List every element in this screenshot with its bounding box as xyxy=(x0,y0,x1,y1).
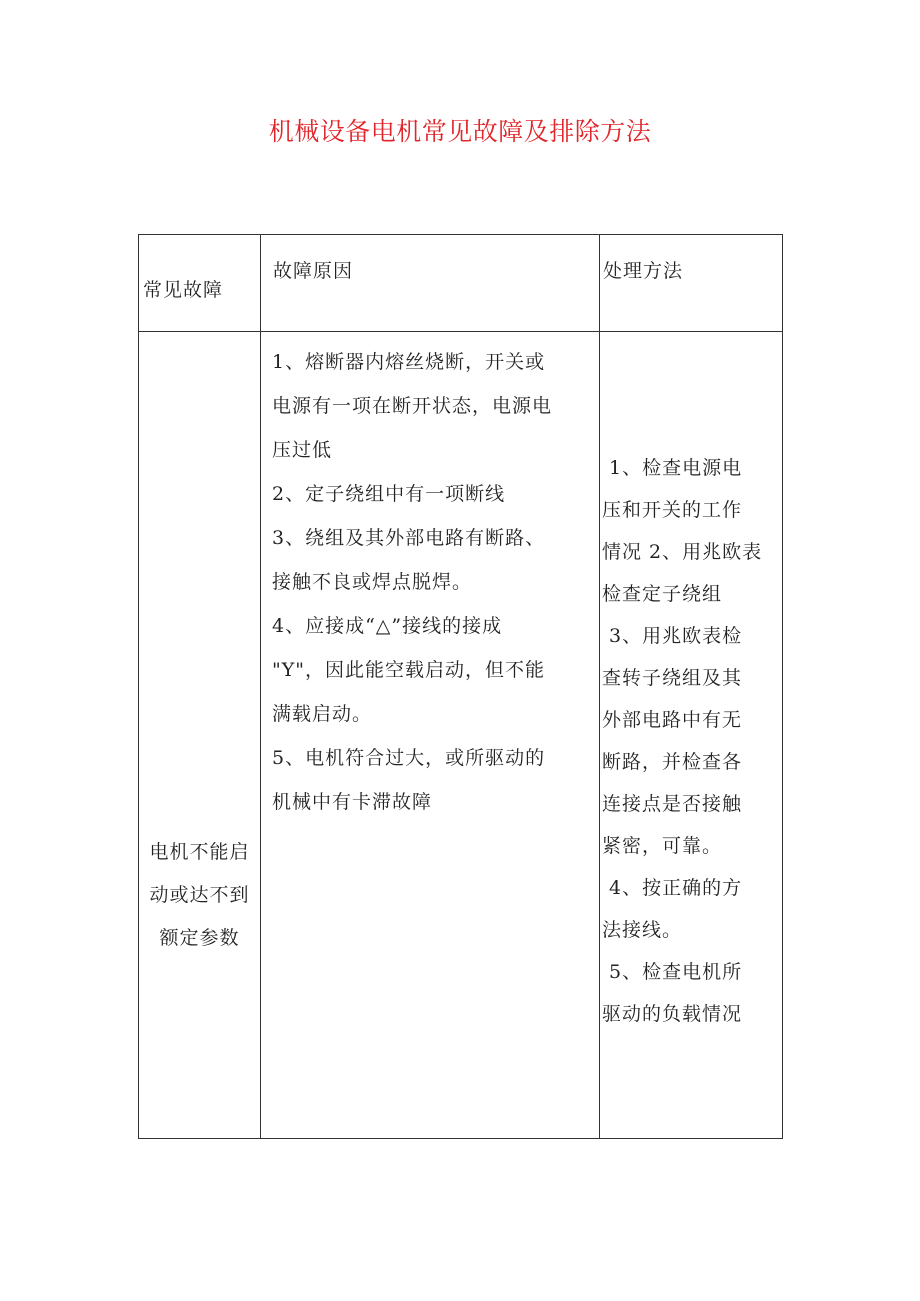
fault-table xyxy=(138,234,783,1139)
cause-cell xyxy=(261,332,600,1139)
fault-line: 额定参数 xyxy=(159,926,240,949)
cause-line: 电源有一项在断开状态，电源电 xyxy=(272,395,553,417)
method-line: 5、检查电机所 xyxy=(602,961,743,983)
cause-line: 3、绕组及其外部电路有断路、 xyxy=(272,527,546,549)
method-line: 法接线。 xyxy=(602,919,683,941)
method-line: 查转子绕组及其 xyxy=(602,667,743,689)
method-line: 情况 2、用兆欧表 xyxy=(602,541,763,563)
cause-line: 1、熔断器内熔丝烧断，开关或 xyxy=(272,351,546,373)
cause-line: 机械中有卡滞故障 xyxy=(272,791,433,813)
document-title: 机械设备电机常见故障及排除方法 xyxy=(268,117,652,146)
table-header-row xyxy=(139,235,783,332)
method-line: 断路，并检查各 xyxy=(602,751,743,773)
cause-line: 5、电机符合过大，或所驱动的 xyxy=(272,747,546,769)
cause-line: 4、应接成“△”接线的接成 xyxy=(272,615,503,637)
header-fault: 常见故障 xyxy=(139,235,261,332)
table-row xyxy=(139,332,783,1139)
method-line: 驱动的负载情况 xyxy=(602,1003,743,1025)
cause-line: 满载启动。 xyxy=(272,703,373,725)
method-line: 1、检查电源电 xyxy=(602,457,743,479)
method-line: 4、按正确的方 xyxy=(602,877,743,899)
header-cause: 故障原因 xyxy=(261,235,600,332)
cause-line: 压过低 xyxy=(272,439,333,461)
method-line: 3、用兆欧表检 xyxy=(602,625,743,647)
cause-line: 接触不良或焊点脱焊。 xyxy=(272,571,473,593)
method-line: 检查定子绕组 xyxy=(602,583,723,605)
method-line: 外部电路中有无 xyxy=(602,709,743,731)
cause-line: 2、定子绕组中有一项断线 xyxy=(272,483,506,505)
fault-line: 动或达不到 xyxy=(149,883,250,906)
method-cell xyxy=(600,332,783,1139)
fault-line: 电机不能启 xyxy=(149,840,250,863)
method-line: 紧密，可靠。 xyxy=(602,835,723,857)
method-line: 连接点是否接触 xyxy=(602,793,743,815)
method-line: 压和开关的工作 xyxy=(602,499,743,521)
cause-line: "Y"，因此能空载启动，但不能 xyxy=(272,659,546,681)
fault-cell xyxy=(139,332,261,1139)
header-method: 处理方法 xyxy=(600,235,783,332)
